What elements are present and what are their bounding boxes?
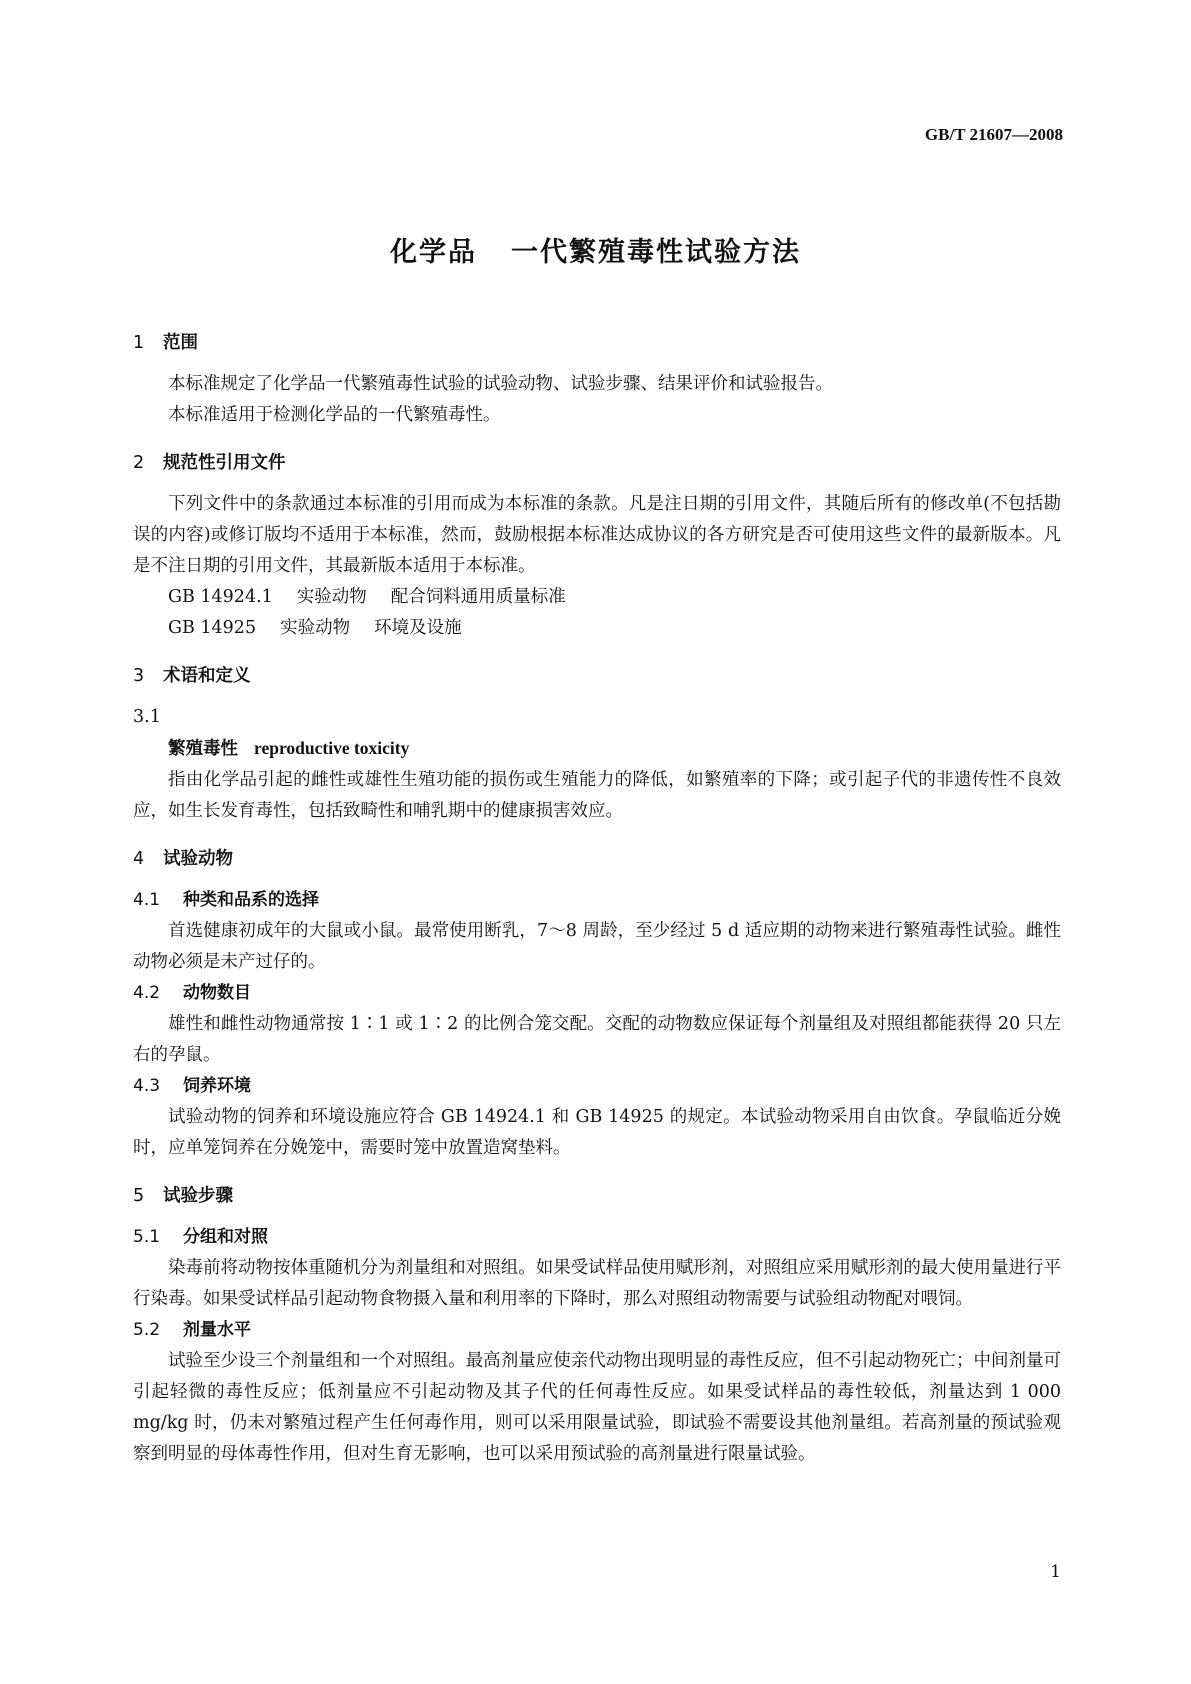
normative-reference: GB 14925 实验动物 环境及设施 <box>168 618 462 638</box>
section-1-heading: 1 范围 <box>133 333 198 353</box>
subsection-paragraph: 染毒前将动物按体重随机分为剂量组和对照组。如果受试样品使用赋形剂，对照组应采用赋形剂的最大使用量进行平行染毒。如果受试样品引起动物食物摄入量和利用率的下降时，那么对照组动物需要与试验组动物配对喂饲。 <box>133 1258 1061 1309</box>
section-4-heading: 4 试验动物 <box>133 849 233 869</box>
subsection-paragraph: 雄性和雌性动物通常按 1∶1 或 1∶2 的比例合笼交配。交配的动物数应保证每个剂量组及对照组都能获得 20 只左右的孕鼠。 <box>133 1014 1061 1065</box>
section-1-paragraph: 本标准适用于检测化学品的一代繁殖毒性。 <box>168 405 501 425</box>
subsection-paragraph: 首选健康初成年的大鼠或小鼠。最常使用断乳，7～8 周龄，至少经过 5 d 适应期的动物来进行繁殖毒性试验。雌性动物必须是未产过仔的。 <box>133 921 1061 972</box>
section-2-paragraph: 下列文件中的条款通过本标准的引用而成为本标准的条款。凡是注日期的引用文件，其随后所有的修改单(不包括勘误的内容)或修订版均不适用于本标准，然而，鼓励根据本标准达成协议的各方研究是否可使用这些文件的最新版本。凡是不注日期的引用文件，其最新版本适用于本标准。 <box>133 494 1061 576</box>
section-1-paragraph: 本标准规定了化学品一代繁殖毒性试验的试验动物、试验步骤、结果评价和试验报告。 <box>168 374 833 394</box>
subsection-paragraph: 试验至少设三个剂量组和一个对照组。最高剂量应使亲代动物出现明显的毒性反应，但不引起动物死亡；中间剂量可引起轻微的毒性反应；低剂量应不引起动物及其子代的任何毒性反应。如果受试样品的毒性较低，剂量达到 1 000 mg/kg 时，仍未对繁殖过程产生任何毒作用，则可以采用限量试验，即试验不需要设其他剂量组。若高剂量的预试验观察到明显的母体毒性作用，但对生育无影响，也可以采用预试验的高剂量进行限量试验。 <box>133 1351 1061 1464</box>
document-body <box>133 328 1061 1470</box>
title-part2: 一代繁殖毒性试验方法 <box>511 237 801 268</box>
section-5-heading: 5 试验步骤 <box>133 1186 233 1206</box>
page-number: 1 <box>1050 1562 1061 1582</box>
normative-reference: GB 14924.1 实验动物 配合饲料通用质量标准 <box>168 587 566 607</box>
subsection-heading: 4.1 种类和品系的选择 <box>133 890 319 910</box>
term-entry: 繁殖毒性 reproductive toxicity <box>168 738 410 759</box>
section-2-heading: 2 规范性引用文件 <box>133 453 286 473</box>
title-part1: 化学品 <box>390 237 477 268</box>
section-3-heading: 3 术语和定义 <box>133 666 251 686</box>
term-definition: 指由化学品引起的雌性或雄性生殖功能的损伤或生殖能力的降低，如繁殖率的下降；或引起子代的非遗传性不良效应，如生长发育毒性，包括致畸性和哺乳期中的健康损害效应。 <box>133 770 1061 821</box>
standard-number: GB/T 21607—2008 <box>924 125 1063 144</box>
subsection-heading: 4.2 动物数目 <box>133 983 251 1003</box>
subsection-paragraph: 试验动物的饲养和环境设施应符合 GB 14924.1 和 GB 14925 的规定。本试验动物采用自由饮食。孕鼠临近分娩时，应单笼饲养在分娩笼中，需要时笼中放置造窝垫料。 <box>133 1107 1061 1158</box>
subsection-heading: 5.2 剂量水平 <box>133 1320 251 1340</box>
subsection-heading: 4.3 饲养环境 <box>133 1076 251 1096</box>
subsection-heading: 5.1 分组和对照 <box>133 1227 268 1247</box>
subsection-number: 3.1 <box>133 707 161 727</box>
document-title <box>0 230 1191 269</box>
